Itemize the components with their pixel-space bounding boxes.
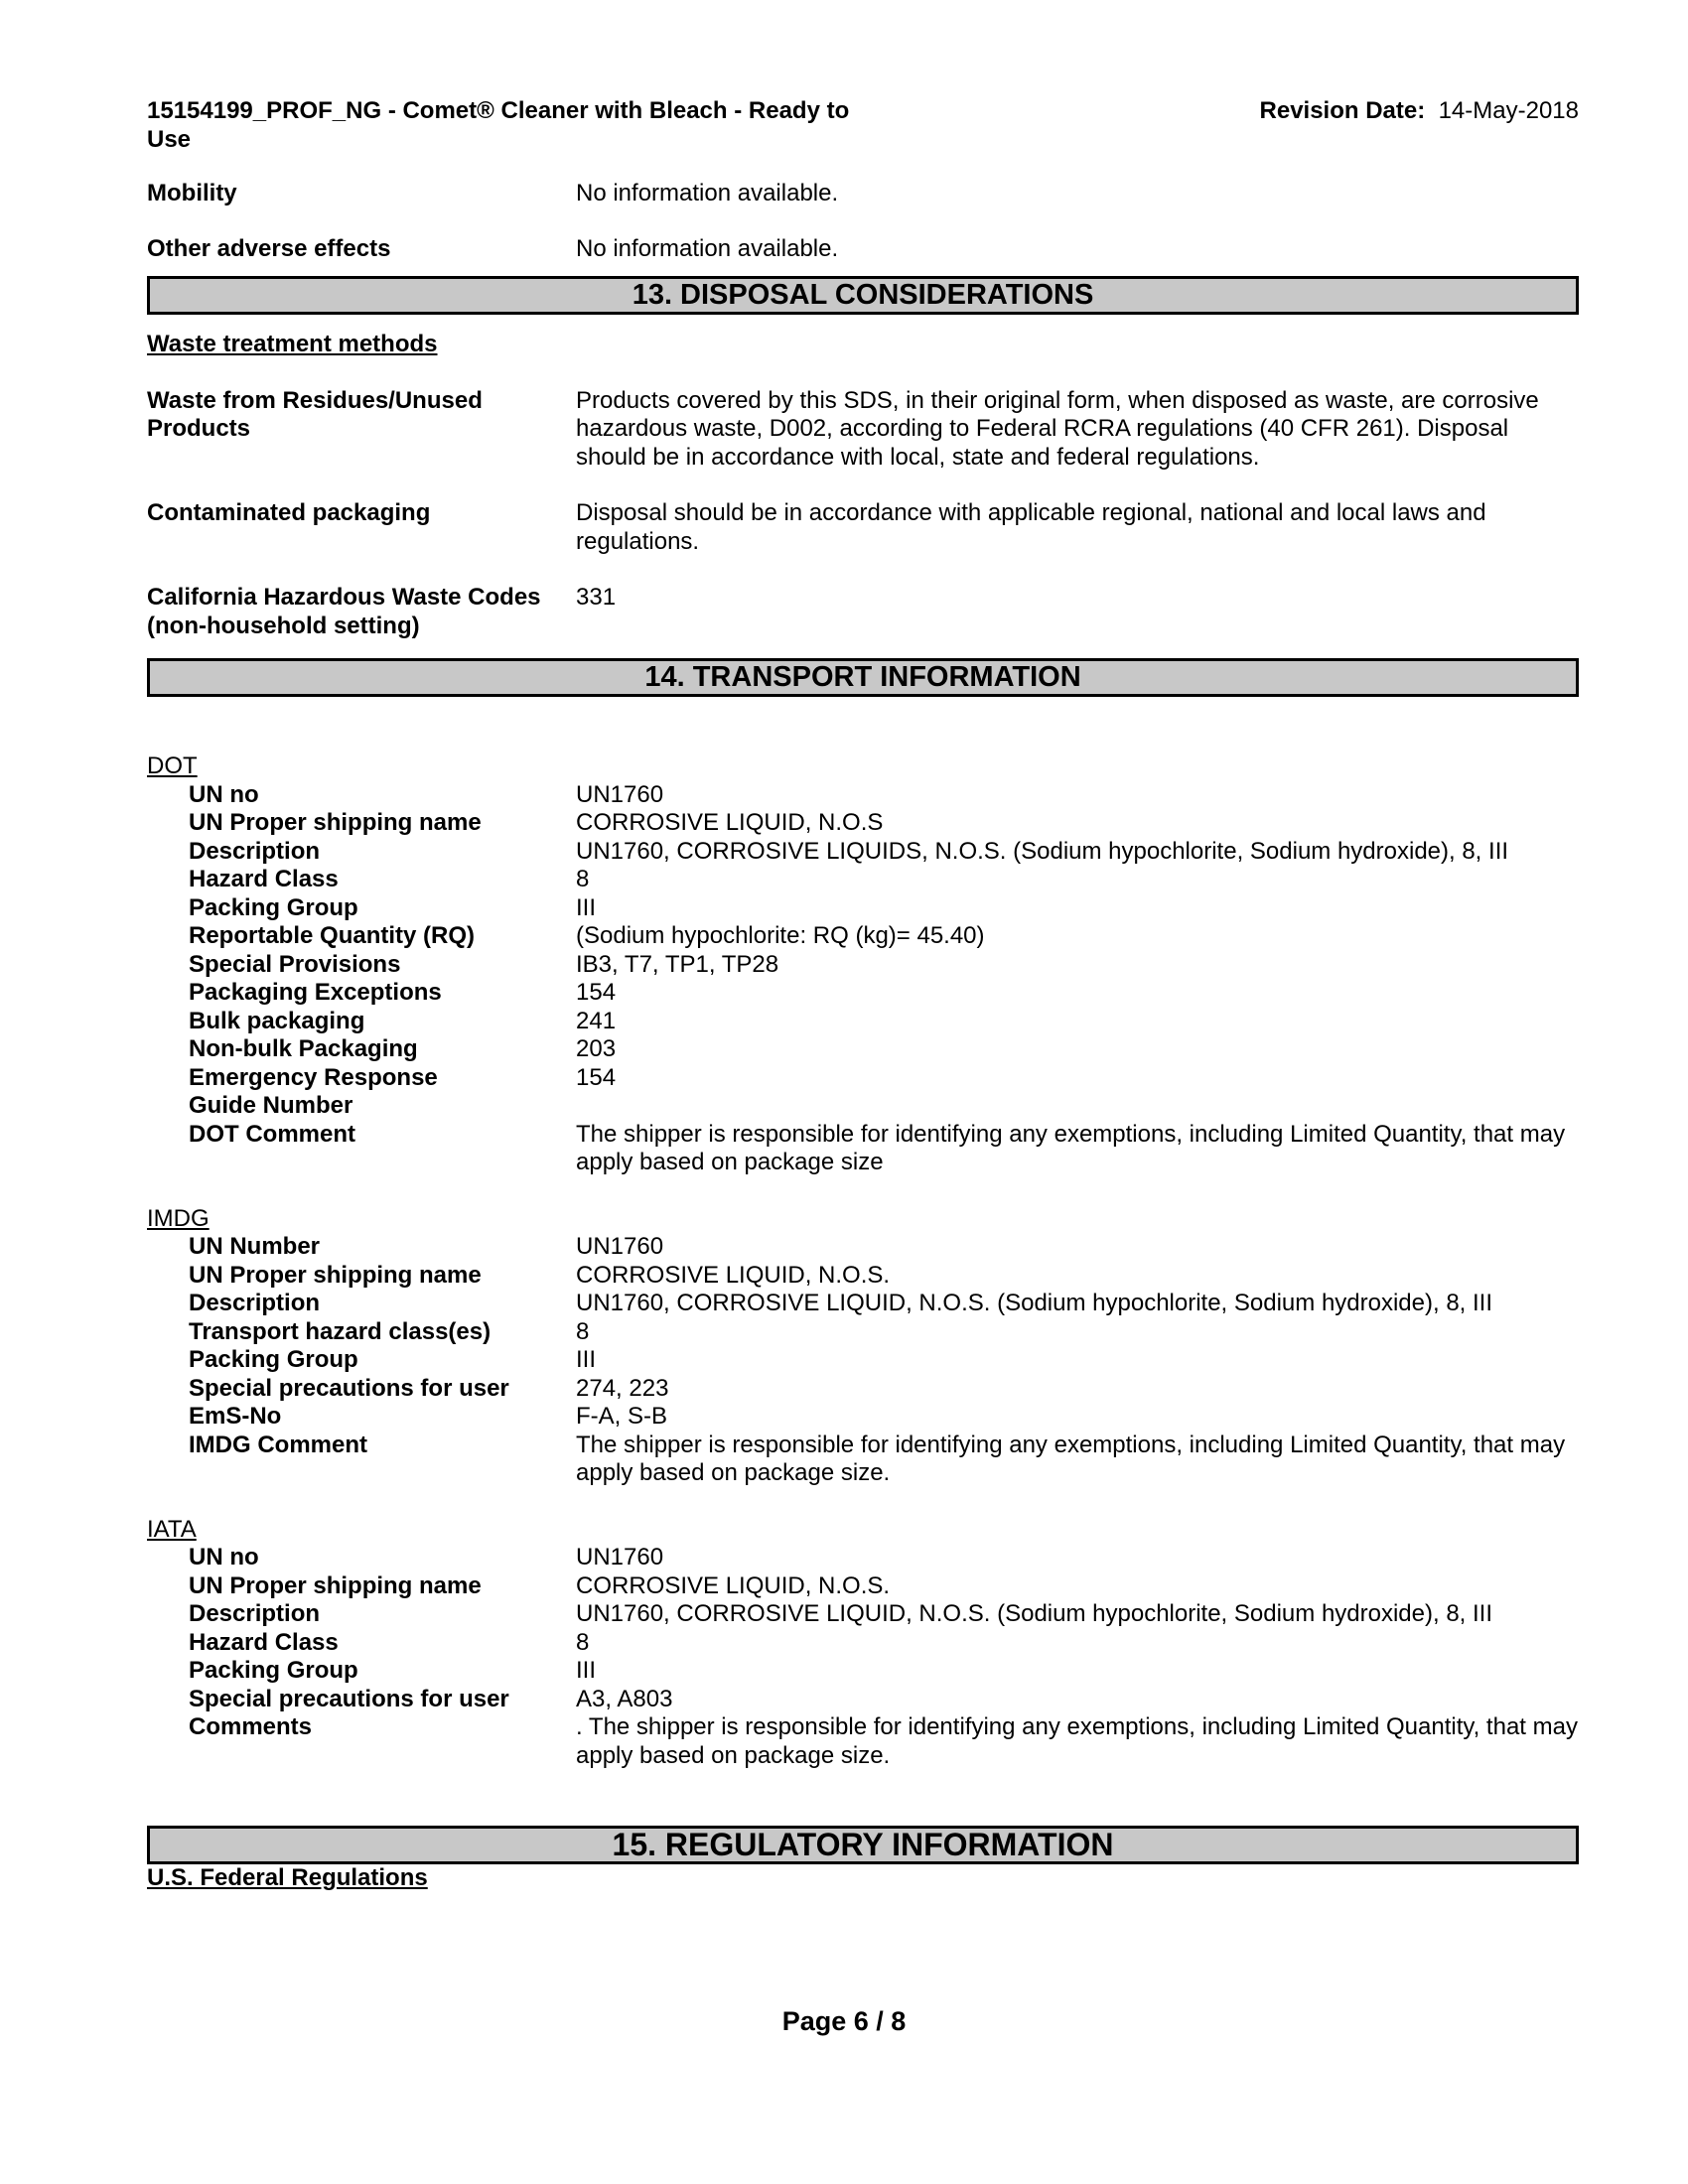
dot-value: UN1760 xyxy=(576,780,664,808)
dot-label: Description xyxy=(189,837,321,865)
iata-row xyxy=(147,1544,1579,1572)
iata-value: . The shipper is responsible for identifying any exemptions, including Limited Quantity, that may apply based on package size. xyxy=(576,1713,1578,1769)
dot-row xyxy=(147,1121,1579,1177)
iata-row xyxy=(147,1629,1579,1658)
mobility-row xyxy=(147,180,1579,208)
imdg-label: UN Proper shipping name xyxy=(189,1261,482,1289)
dot-value: 154 xyxy=(576,979,617,1006)
iata-row xyxy=(147,1572,1579,1601)
imdg-row xyxy=(147,1290,1579,1318)
iata-value: CORROSIVE LIQUID, N.O.S. xyxy=(576,1571,891,1599)
dot-value: UN1760, CORROSIVE LIQUIDS, N.O.S. (Sodium hypochlorite, Sodium hydroxide), 8, III xyxy=(576,837,1509,865)
dot-label: Packaging Exceptions xyxy=(189,979,442,1006)
sds-page xyxy=(147,97,1579,1893)
dot-row xyxy=(147,1064,1579,1121)
dot-value: 241 xyxy=(576,1007,617,1034)
revision-value: 14-May-2018 xyxy=(1438,97,1579,124)
iata-label: UN Proper shipping name xyxy=(189,1571,482,1599)
dot-row xyxy=(147,866,1579,894)
imdg-label: Packing Group xyxy=(189,1346,358,1373)
imdg-value: III xyxy=(576,1346,597,1373)
iata-value: UN1760, CORROSIVE LIQUID, N.O.S. (Sodium hypochlorite, Sodium hydroxide), 8, III xyxy=(576,1600,1493,1627)
dot-row xyxy=(147,838,1579,867)
dot-row xyxy=(147,1008,1579,1036)
iata-table xyxy=(147,1544,1579,1770)
iata-value: UN1760 xyxy=(576,1544,664,1570)
dot-heading: DOT xyxy=(147,752,198,779)
iata-row xyxy=(147,1600,1579,1629)
iata-value: A3, A803 xyxy=(576,1685,673,1712)
other-adverse-effects-value: No information available. xyxy=(576,234,839,262)
imdg-table xyxy=(147,1233,1579,1488)
dot-row xyxy=(147,979,1579,1008)
dot-row xyxy=(147,809,1579,838)
imdg-value: UN1760, CORROSIVE LIQUID, N.O.S. (Sodium hypochlorite, Sodium hydroxide), 8, III xyxy=(576,1290,1493,1316)
revision-date xyxy=(1260,97,1579,126)
imdg-row xyxy=(147,1346,1579,1375)
iata-label: Description xyxy=(189,1600,321,1627)
imdg-value: 8 xyxy=(576,1317,590,1345)
section-15-header: 15. REGULATORY INFORMATION xyxy=(147,1826,1579,1864)
dot-value: 203 xyxy=(576,1035,617,1062)
other-adverse-effects-label: Other adverse effects xyxy=(147,234,391,262)
document-header xyxy=(147,97,1579,154)
dot-row xyxy=(147,922,1579,951)
dot-label: Bulk packaging xyxy=(189,1007,365,1034)
dot-row xyxy=(147,894,1579,923)
imdg-label: IMDG Comment xyxy=(189,1431,367,1458)
imdg-value: F-A, S-B xyxy=(576,1403,668,1430)
dot-value: The shipper is responsible for identifying any exemptions, including Limited Quantity, that may apply based on package size xyxy=(576,1120,1566,1175)
waste-residues-value: Products covered by this SDS, in their original form, when disposed as waste, are corrosive hazardous waste, D002, according to Federal RCRA regulations (40 CFR 261). Disposal should be in accordance with local, state and federal regulations. xyxy=(576,386,1539,471)
revision-label: Revision Date: xyxy=(1259,97,1426,124)
dot-row xyxy=(147,951,1579,980)
dot-label: UN no xyxy=(189,780,259,808)
dot-label: Non-bulk Packaging xyxy=(189,1035,418,1062)
imdg-label: Description xyxy=(189,1290,321,1316)
page-number: Page 6 / 8 xyxy=(781,2006,907,2036)
dot-label: Special Provisions xyxy=(189,950,401,978)
waste-residues-row xyxy=(147,387,1579,473)
contaminated-packaging-label: Contaminated packaging xyxy=(147,499,431,526)
california-waste-codes-value: 331 xyxy=(576,584,617,611)
iata-row xyxy=(147,1657,1579,1686)
imdg-value: CORROSIVE LIQUID, N.O.S. xyxy=(576,1261,891,1289)
us-federal-regulations-heading: U.S. Federal Regulations xyxy=(147,1864,428,1891)
iata-label: Comments xyxy=(189,1713,313,1740)
dot-label: UN Proper shipping name xyxy=(189,809,482,836)
dot-value: III xyxy=(576,893,597,921)
iata-label: UN no xyxy=(189,1544,259,1570)
other-adverse-effects-row xyxy=(147,235,1579,264)
contaminated-packaging-value: Disposal should be in accordance with applicable regional, national and local laws and regulations. xyxy=(576,499,1486,555)
iata-row xyxy=(147,1686,1579,1714)
dot-value: CORROSIVE LIQUID, N.O.S xyxy=(576,809,884,836)
iata-value: 8 xyxy=(576,1628,590,1656)
dot-label: Packing Group xyxy=(189,893,358,921)
imdg-heading: IMDG xyxy=(147,1204,210,1232)
mobility-label: Mobility xyxy=(147,180,237,206)
section-13-header: 13. DISPOSAL CONSIDERATIONS xyxy=(147,276,1579,315)
iata-label: Hazard Class xyxy=(189,1628,339,1656)
iata-label: Special precautions for user xyxy=(189,1685,509,1712)
iata-heading: IATA xyxy=(147,1515,197,1543)
mobility-value: No information available. xyxy=(576,180,839,206)
dot-label: Hazard Class xyxy=(189,866,339,892)
iata-label: Packing Group xyxy=(189,1657,358,1684)
dot-table xyxy=(147,781,1579,1177)
imdg-row xyxy=(147,1318,1579,1347)
dot-label: Emergency Response Guide Number xyxy=(189,1063,438,1119)
imdg-row xyxy=(147,1233,1579,1262)
waste-residues-label: Waste from Residues/Unused Products xyxy=(147,386,483,442)
imdg-value: UN1760 xyxy=(576,1233,664,1260)
imdg-row xyxy=(147,1432,1579,1488)
dot-value: (Sodium hypochlorite: RQ (kg)= 45.40) xyxy=(576,922,985,949)
product-identifier: 15154199_PROF_NG - Comet® Cleaner with Bleach - Ready to Use xyxy=(147,97,850,153)
iata-value: III xyxy=(576,1657,597,1684)
imdg-label: EmS-No xyxy=(189,1403,282,1430)
imdg-label: Transport hazard class(es) xyxy=(189,1317,492,1345)
iata-row xyxy=(147,1713,1579,1770)
contaminated-packaging-row xyxy=(147,499,1579,556)
california-waste-codes-label: California Hazardous Waste Codes (non-household setting) xyxy=(147,584,541,639)
imdg-row xyxy=(147,1375,1579,1404)
dot-value: IB3, T7, TP1, TP28 xyxy=(576,950,779,978)
california-waste-codes-row xyxy=(147,584,1579,640)
imdg-value: 274, 223 xyxy=(576,1374,669,1402)
dot-value: 8 xyxy=(576,866,590,892)
dot-label: Reportable Quantity (RQ) xyxy=(189,922,476,949)
imdg-label: UN Number xyxy=(189,1233,321,1260)
imdg-row xyxy=(147,1403,1579,1432)
dot-row xyxy=(147,781,1579,810)
dot-value: 154 xyxy=(576,1063,617,1091)
dot-label: DOT Comment xyxy=(189,1120,355,1148)
section-14-header: 14. TRANSPORT INFORMATION xyxy=(147,658,1579,697)
dot-row xyxy=(147,1035,1579,1064)
imdg-row xyxy=(147,1262,1579,1291)
imdg-value: The shipper is responsible for identifying any exemptions, including Limited Quantity, that may apply based on package size. xyxy=(576,1431,1566,1486)
waste-treatment-heading: Waste treatment methods xyxy=(147,331,438,357)
imdg-label: Special precautions for user xyxy=(189,1374,509,1402)
